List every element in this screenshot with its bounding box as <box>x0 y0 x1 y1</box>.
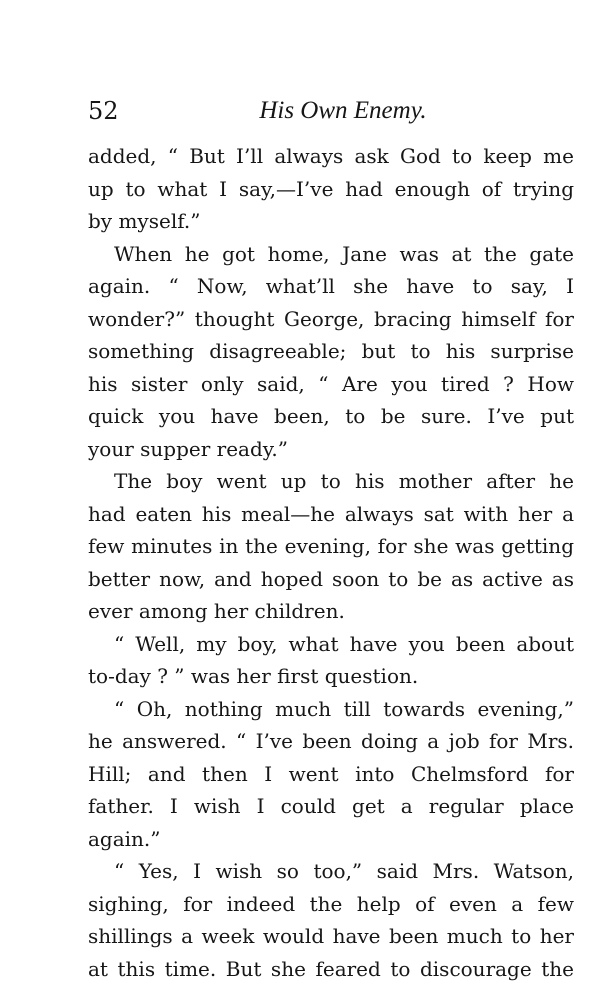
text-line: to-day ? ” was her first question. <box>88 664 419 688</box>
text-line: “ Yes, I wish so too,” said Mrs. Watson, <box>114 859 574 883</box>
text-line: wonder?” thought George, bracing himself for <box>88 306 574 331</box>
text-line: sighing, for indeed the help of even a few <box>88 891 574 916</box>
text-line: your supper ready.” <box>88 436 288 461</box>
text-line: he answered. “ I’ve been doing a job for Mrs. <box>88 729 574 753</box>
text-line: at this time. But she feared to discourage the <box>88 956 574 981</box>
text-line: had eaten his meal—he always sat with her a <box>88 501 574 526</box>
text-line: better now, and hoped soon to be as active as <box>88 566 574 591</box>
body-text <box>88 140 574 985</box>
text-line: Hill; and then I went into Chelmsford for <box>88 761 574 786</box>
text-line: his sister only said, “ Are you tired ? How <box>88 371 574 396</box>
text-line: by myself.” <box>88 209 201 233</box>
text-line: father. I wish I could get a regular place <box>88 794 574 818</box>
text-line: something disagreeable; but to his surprise <box>88 339 574 363</box>
text-line: up to what I say,—I’ve had enough of trying <box>88 176 574 201</box>
text-line: The boy went up to his mother after he <box>114 469 574 493</box>
text-line: When he got home, Jane was at the gate <box>114 241 574 266</box>
text-line: “ Oh, nothing much till towards evening,” <box>114 696 574 721</box>
page-header <box>88 94 574 128</box>
text-line: again.” <box>88 826 161 851</box>
page-number: 52 <box>88 97 119 125</box>
running-title: His Own Enemy. <box>259 97 427 124</box>
text-line: shillings a week would have been much to her <box>88 924 574 948</box>
text-line: ever among her children. <box>88 599 345 623</box>
text-line: few minutes in the evening, for she was getting <box>88 534 574 558</box>
text-line: quick you have been, to be sure. I’ve put <box>88 404 574 428</box>
text-line: “ Well, my boy, what have you been about <box>114 631 574 656</box>
text-line: added, “ But I’ll always ask God to keep me <box>88 144 574 168</box>
text-line: again. “ Now, what’ll she have to say, I <box>88 274 574 298</box>
